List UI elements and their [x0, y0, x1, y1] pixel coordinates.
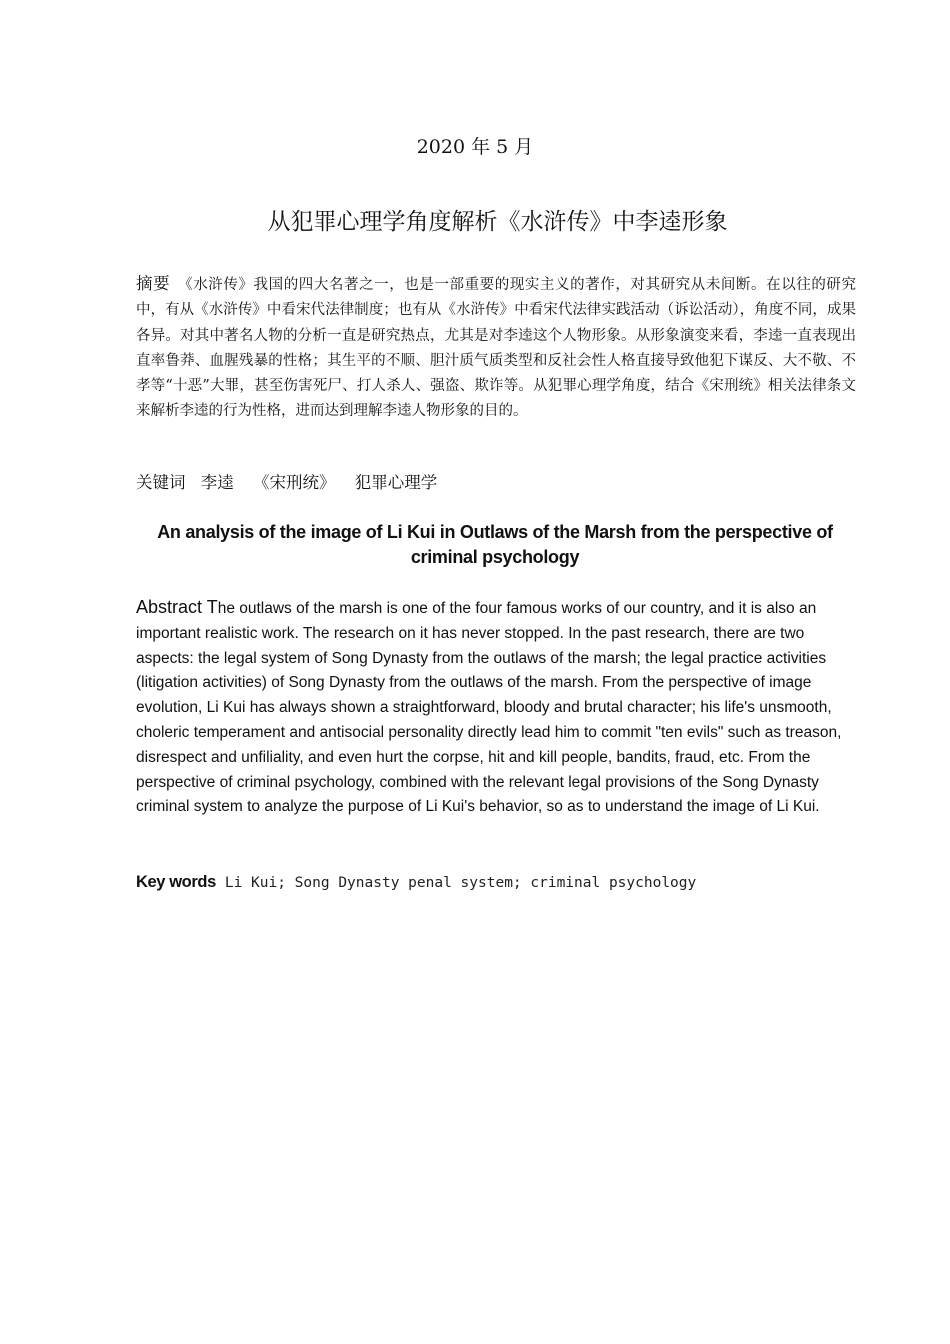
chinese-abstract-label: 摘要 — [136, 274, 171, 293]
english-keywords — [136, 869, 856, 896]
english-abstract — [136, 595, 858, 820]
chinese-keyword: 《宋刑统》 — [253, 473, 336, 492]
chinese-keyword: 犯罪心理学 — [354, 473, 438, 492]
english-keywords-label: Key words — [136, 873, 216, 891]
english-abstract-text: he outlaws of the marsh is one of the four famous works of our country, and it is also an important realistic work. The research on it has never stopped. In the past research, there are two aspects: the legal system of Song Dynasty from the outlaws of the marsh; the legal practice activities (litigation activities) of Song Dynasty from the outlaws of the marsh. From the perspective of image evolution, Li Kui has always shown a straightforward, bloody and brutal character; his life's unsmooth, choleric temperament and antisocial personality directly lead him to commit "ten evils" such as treason, disrespect and unfiliality, and even hurt the corpse, hit and kill people, bandits, fraud, etc. From the perspective of criminal psychology, combined with the relevant legal provisions of the Song Dynasty criminal system to analyze the purpose of Li Kui's behavior, so as to understand the image of Li Kui. — [136, 600, 842, 816]
chinese-keyword: 李逵 — [200, 473, 234, 492]
publication-date: 2020 年 5 月 — [416, 136, 534, 158]
chinese-abstract-text: 《水浒传》我国的四大名著之一，也是一部重要的现实主义的著作，对其研究从未间断。在以往的研究中，有从《水浒传》中看宋代法律制度；也有从《水浒传》中看宋代法律实践活动（诉讼活动），角度不同，成果各异。对其中著名人物的分析一直是研究热点，尤其是对李逵这个人物形象。从形象演变来看，李逵一直表现出直率鲁莽、血腥残暴的性格；其生平的不顺、胆汁质气质类型和反社会性人格直接导致他犯下谋反、大不敬、不孝等“十恶”大罪，甚至伤害死尸、打人杀人、强盗、欺诈等。从犯罪心理学角度，结合《宋刑统》相关法律条文来解析李逵的行为性格，进而达到理解李逵人物形象的目的。 — [136, 277, 856, 420]
english-keywords-value: Li Kui; Song Dynasty penal system; criminal psychology — [224, 875, 697, 891]
chinese-keywords — [136, 470, 856, 496]
english-title: An analysis of the image of Li Kui in Outlaws of the Marsh from the perspective of criminal psychology — [157, 522, 833, 567]
chinese-keywords-label: 关键词 — [136, 473, 186, 492]
chinese-abstract — [136, 271, 856, 425]
chinese-title: 从犯罪心理学角度解析《水浒传》中李逵形象 — [267, 209, 728, 235]
english-abstract-label: Abstract T — [136, 597, 218, 617]
